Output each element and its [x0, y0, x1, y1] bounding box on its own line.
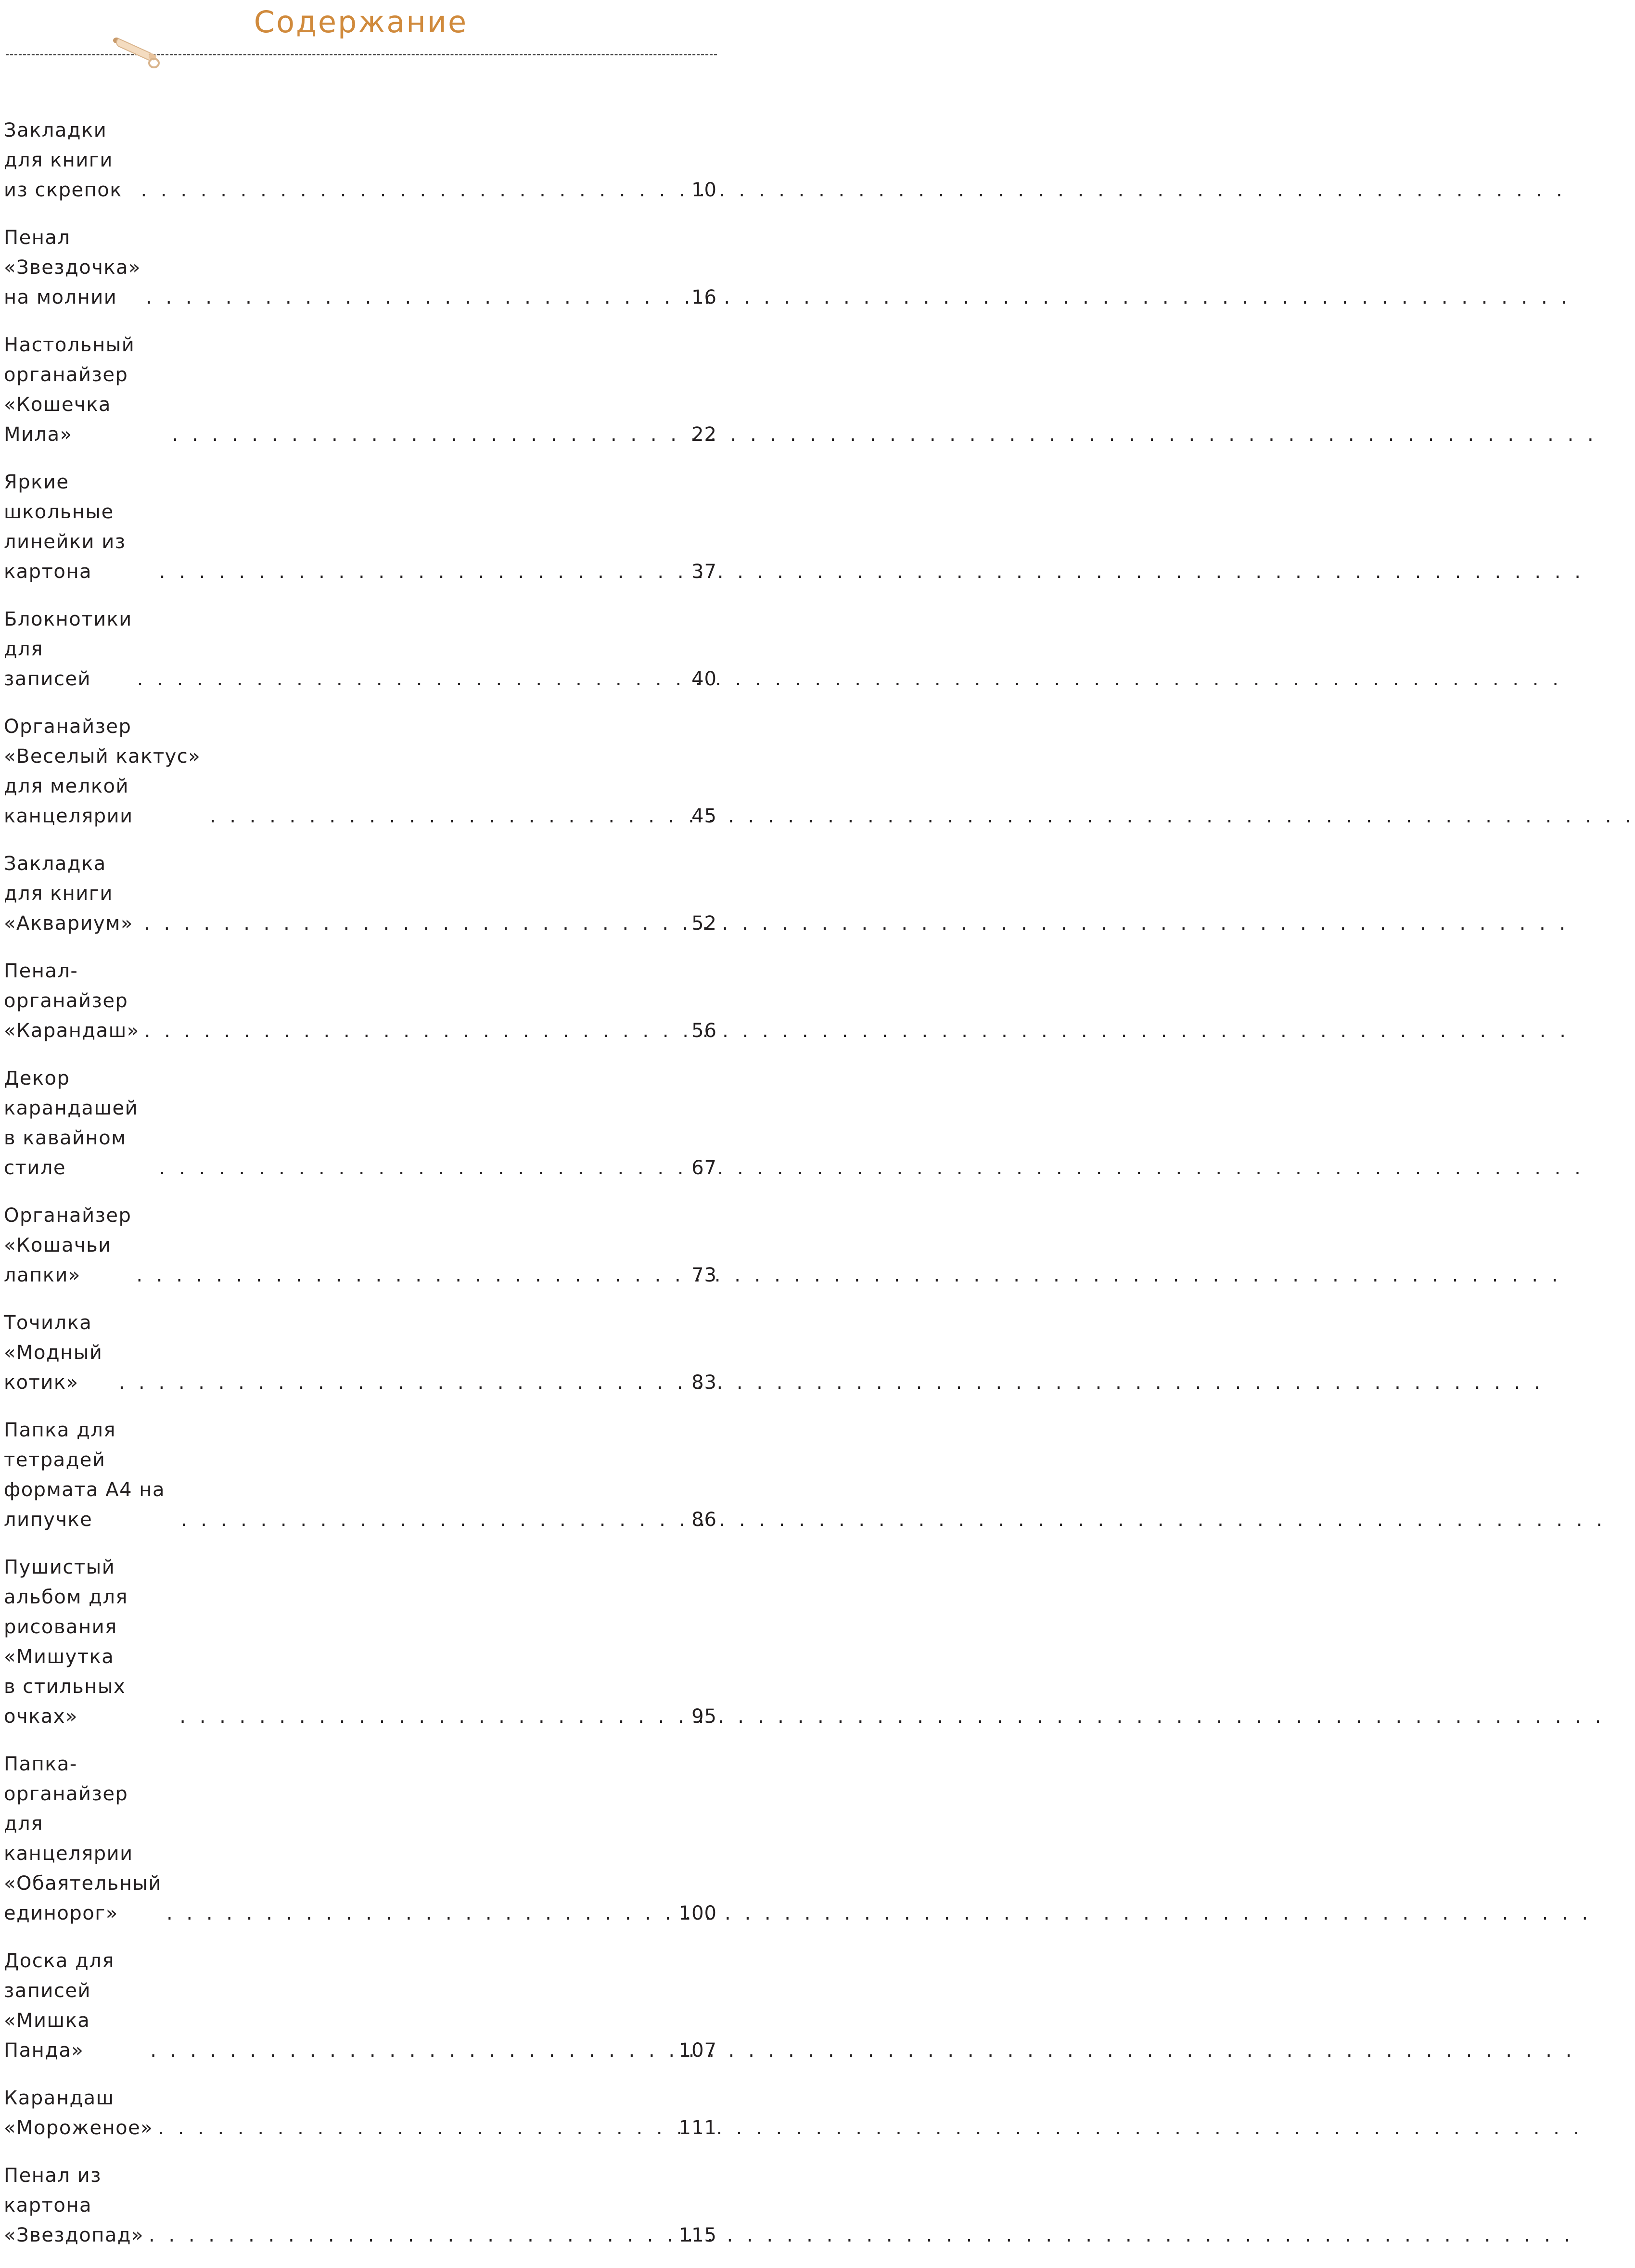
toc-entry[interactable]: [4, 849, 717, 938]
toc-entry-title: Папка-органайзер для канцелярии «Обаятельный единорог»: [4, 1753, 162, 1924]
dot-leader: [144, 2220, 675, 2250]
toc-page-number: 86: [691, 1509, 717, 1531]
toc-entry[interactable]: [4, 1201, 717, 1290]
toc-entry[interactable]: [4, 1749, 717, 1928]
toc-page-number: 100: [678, 1902, 717, 1924]
toc-entry[interactable]: [4, 1946, 717, 2065]
toc-entry-title: Закладки для книги из скрепок: [4, 119, 122, 201]
dot-leader: [141, 282, 688, 312]
toc-page-number: 115: [678, 2224, 717, 2246]
toc-entry-title: Закладка для книги «Аквариум»: [4, 853, 133, 935]
toc-entry-title: Настольный органайзер «Кошечка Мила»: [4, 334, 135, 446]
dot-leader: [139, 909, 688, 938]
toc-entry-title: Яркие школьные линейки из картона: [4, 471, 126, 583]
dot-leader: [176, 1505, 688, 1535]
toc-page-number: 73: [691, 1264, 717, 1286]
toc-entry-title: Карандаш «Мороженое»: [4, 2087, 153, 2139]
table-of-contents: [4, 115, 717, 2268]
dot-leader: [136, 175, 688, 205]
toc-page-number: 16: [691, 286, 717, 308]
toc-page-number: 37: [691, 561, 717, 583]
toc-entry[interactable]: [4, 1308, 717, 1397]
toc-entry-title: Пушистый альбом для рисования «Мишутка в стильных очках»: [4, 1556, 128, 1728]
toc-entry[interactable]: [4, 604, 717, 694]
toc-entry[interactable]: [4, 115, 717, 205]
dot-leader: [132, 664, 688, 694]
toc-entry[interactable]: [4, 2083, 717, 2143]
dot-leader: [162, 1898, 675, 1928]
dot-leader: [145, 2036, 675, 2065]
dot-leader: [153, 2113, 675, 2143]
toc-entry[interactable]: [4, 1415, 717, 1535]
toc-page-number: 83: [691, 1371, 717, 1394]
dot-leader: [205, 801, 688, 831]
toc-page-number: 67: [691, 1157, 717, 1179]
toc-entry-title: Декор карандашей в кавайном стиле: [4, 1067, 139, 1179]
toc-entry-title: Папка для тетрадей формата А4 на липучке: [4, 1419, 165, 1531]
dot-leader: [114, 1368, 688, 1397]
dot-leader: [131, 1260, 688, 1290]
toc-page-number: 40: [691, 668, 717, 690]
toc-entry[interactable]: [4, 467, 717, 587]
toc-page-number: 95: [691, 1705, 717, 1728]
toc-page-number: 56: [691, 1020, 717, 1042]
dot-leader: [154, 1153, 688, 1183]
rolling-pin-icon: [112, 33, 165, 71]
toc-page-number: 10: [691, 179, 717, 201]
toc-entry[interactable]: [4, 223, 717, 312]
toc-entry-title: Точилка «Модный котик»: [4, 1312, 103, 1394]
toc-page-number: 22: [691, 423, 717, 446]
dot-leader: [154, 557, 688, 587]
toc-entry-title: Пенал «Звездочка» на молнии: [4, 227, 141, 308]
dot-leader: [140, 1016, 688, 1046]
toc-entry-title: Органайзер «Кошачьи лапки»: [4, 1204, 132, 1286]
toc-entry[interactable]: [4, 1552, 717, 1731]
dot-leader: [167, 420, 688, 449]
toc-entry[interactable]: [4, 956, 717, 1046]
toc-entry[interactable]: [4, 330, 717, 449]
toc-entry[interactable]: [4, 1064, 717, 1183]
toc-page-number: 52: [691, 912, 717, 935]
dot-leader: [175, 1702, 688, 1731]
toc-entry[interactable]: [4, 712, 717, 831]
toc-entry-title: Доска для записей «Мишка Панда»: [4, 1950, 115, 2062]
toc-entry-title: Блокнотики для записей: [4, 608, 132, 690]
toc-entry[interactable]: [4, 2161, 717, 2250]
toc-page-number: 107: [678, 2039, 717, 2062]
toc-page-number: 111: [678, 2117, 717, 2139]
toc-entry-title: Пенал-органайзер «Карандаш»: [4, 960, 140, 1042]
toc-entry-title: Органайзер «Веселый кактус» для мелкой канцелярии: [4, 716, 201, 827]
page-title: Содержание: [254, 4, 468, 39]
toc-page-number: 45: [691, 805, 717, 827]
toc-entry-title: Пенал из картона «Звездопад»: [4, 2165, 144, 2246]
